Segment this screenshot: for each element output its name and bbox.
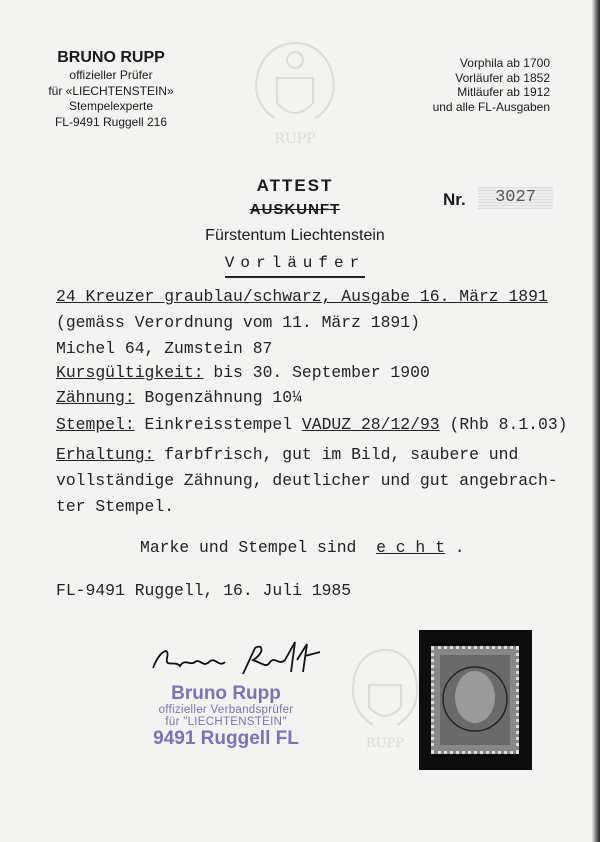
postage-stamp-image [431, 646, 519, 754]
perforation-label: Zähnung: [56, 388, 135, 407]
stamp-description: 24 Kreuzer graublau/schwarz, Ausgabe 16. März 1891 [56, 287, 548, 306]
cancel-label: Stempel: [56, 415, 135, 434]
certificate-number: 3027 [478, 187, 553, 209]
letterhead [30, 48, 192, 130]
catalog-line: Michel 64, Zumstein 87 [56, 339, 273, 358]
svg-text:RUPP: RUPP [274, 131, 316, 147]
stamp-name: Bruno Rupp [171, 683, 281, 704]
category-text: Vorläufer [225, 254, 365, 278]
letterhead-line: Stempelexperte [68, 99, 154, 113]
scan-edge [592, 0, 600, 842]
specialties [433, 56, 550, 114]
perforation-value: Bogenzähnung 10¼ [134, 388, 302, 407]
letterhead-line: FL-9491 Ruggell 216 [54, 114, 168, 129]
letterhead-line: offizieller Prüfer [69, 68, 153, 82]
stamp-line: offizieller Verbandsprüfer [158, 704, 294, 716]
cancel-place-date: VADUZ 28/12/93 [301, 415, 440, 434]
embossed-emblem-icon [345, 645, 425, 755]
specialty-line: Vorphila ab 1700 [459, 56, 550, 70]
specialty-line: und alle FL-Ausgaben [432, 99, 550, 114]
category [145, 254, 445, 272]
cancel-type: Einkreisstempel [134, 415, 302, 434]
examiner-name: BRUNO RUPP [57, 49, 165, 66]
condition-label: Erhaltung: [56, 445, 155, 464]
cancel-reference: (Rhb 8.1.03) [439, 415, 568, 434]
stamp-portrait-icon [434, 649, 516, 751]
perforation-line [56, 388, 302, 407]
handwritten-signature [145, 638, 335, 683]
specialty-line: Mitläufer ab 1912 [457, 85, 550, 99]
validity-line [56, 363, 430, 382]
examiner-rubber-stamp [136, 683, 316, 749]
struck-title: AUSKUNFT [249, 201, 341, 218]
specialty-line: Vorläufer ab 1852 [455, 70, 550, 85]
verdict-line [140, 538, 465, 557]
validity-value: bis 30. September 1900 [203, 363, 430, 382]
document-title: ATTEST [256, 176, 334, 195]
letterhead-line: für «LIECHTENSTEIN» [48, 83, 174, 98]
place-date: FL-9491 Ruggell, 16. Juli 1985 [56, 581, 352, 600]
verdict: e c h t [376, 538, 445, 557]
verdict-text: Marke und Stempel sind [140, 538, 377, 557]
verdict-end: . [444, 538, 465, 557]
condition-text: farbfrisch, gut im Bild, saubere und [154, 445, 519, 464]
decree-line: (gemäss Verordnung vom 11. März 1891) [56, 313, 420, 332]
embossed-emblem-icon [245, 38, 345, 153]
country: Fürstentum Liechtenstein [205, 227, 385, 244]
validity-label: Kursgültigkeit: [56, 363, 204, 382]
number-label: Nr. [443, 190, 466, 209]
stamp-photo [419, 630, 532, 770]
condition-line: vollständige Zähnung, deutlicher und gut angebrach- [56, 471, 558, 490]
condition-line [56, 445, 518, 464]
stamp-line: 9491 Ruggell FL [153, 728, 299, 749]
stamp-line: für "LIECHTENSTEIN" [165, 716, 287, 728]
condition-line: ter Stempel. [56, 497, 175, 516]
svg-text:RUPP: RUPP [365, 736, 405, 751]
cancel-line [56, 415, 568, 434]
